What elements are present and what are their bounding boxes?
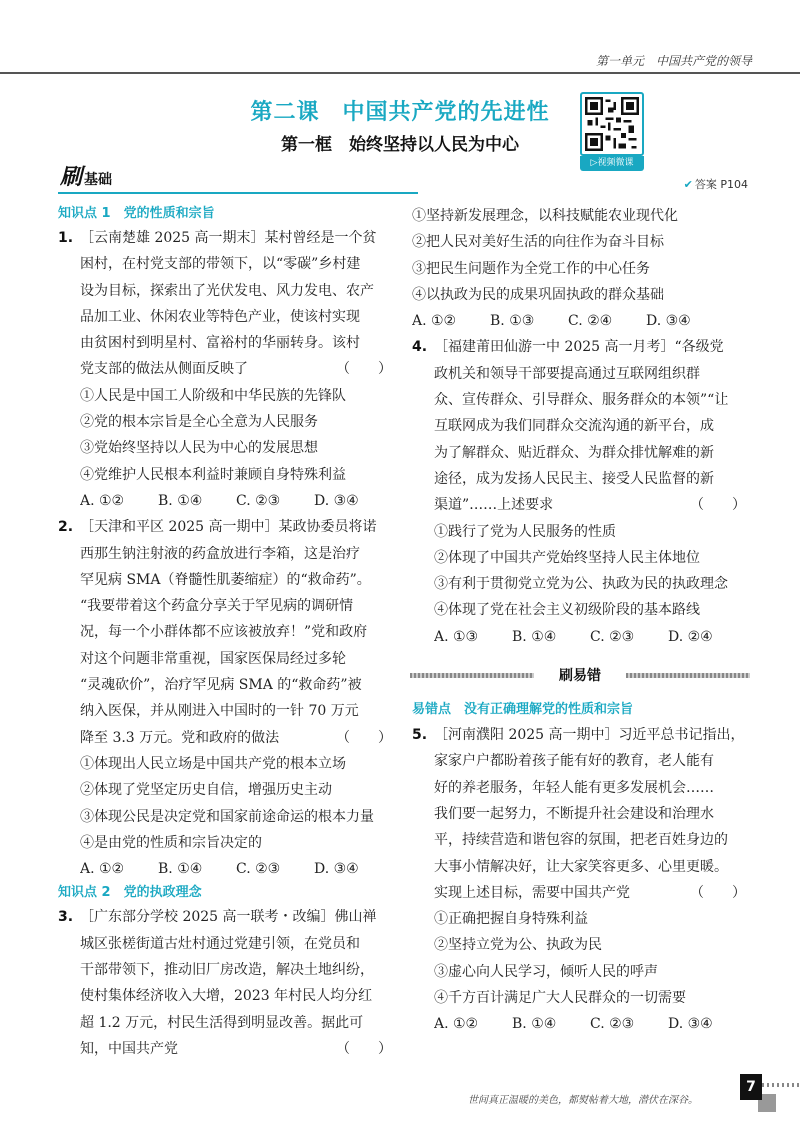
stem-line: “我要带着这个药盒分享关于罕见病的调研情 [80,598,354,615]
option-c[interactable]: C. ②③ [236,492,281,509]
statement: ②坚持立党为公、执政为民 [434,937,602,954]
left-column [58,203,398,1062]
option-d[interactable]: D. ③④ [314,492,359,509]
statement: ③把民生问题作为全党工作的中心任务 [412,260,650,277]
options-row [80,856,398,882]
option-c[interactable]: C. ②④ [568,313,613,330]
options-row [80,488,398,514]
question-1 [58,225,398,514]
stem-line: 纳入医保，并从刚进入中国时的一针 70 万元 [80,703,359,720]
stem-line: 为了解群众、贴近群众、为群众排忧解难的新 [434,444,714,461]
stem-line: 设为目标，探索出了光伏发电、风力发电、农产 [80,282,374,299]
statement: ②体现了中国共产党始终坚持人民主体地位 [434,549,700,566]
option-b[interactable]: B. ①④ [512,1016,557,1033]
option-d[interactable]: D. ③④ [314,861,359,878]
statement: ①坚持新发展理念，以科技赋能农业现代化 [412,208,678,224]
statement: ③虚心向人民学习，倾听人民的呼声 [434,963,658,980]
statement: ②党的根本宗旨是全心全意为人民服务 [80,414,318,431]
stem-line: 互联网成为我们同群众交流沟通的新平台，成 [434,418,714,435]
stem-line: ［广东部分学校 2025 高一联考・改编］佛山禅 [80,909,377,926]
stem-line: 我们要一起努力，不断提升社会建设和治理水 [434,805,714,822]
statement: ④以执政为民的成果巩固执政的群众基础 [412,286,664,303]
stem-line: 由贫困村到明星村、富裕村的华丽转身。该村 [80,335,360,352]
error-point-heading: 易错点 没有正确理解党的性质和宗旨 [412,702,634,718]
answer-blank[interactable]: （ ） [690,884,746,901]
question-5 [412,722,752,1038]
stem-line-last: 知，中国共产党 （ ） [80,1036,398,1062]
statement: ③体现公民是决定党和国家前途命运的根本力量 [80,808,374,825]
stem-line: 途径，成为发扬人民民主、接受人民监督的新 [434,470,714,487]
stem-line: 干部带领下，推动旧厂房改造，解决土地纠纷， [80,962,374,979]
option-c[interactable]: C. ②③ [590,1016,635,1033]
running-header: 第一单元 中国共产党的领导 [595,54,752,68]
error-section-divider [410,662,750,690]
check-icon: ✔ [683,178,693,191]
option-c[interactable]: C. ②③ [236,861,281,878]
question-3-continued [412,203,752,334]
stem-line: ［天津和平区 2025 高一期中］某政协委员将诺 [80,519,377,536]
statement: ④党维护人民根本利益时兼顾自身特殊利益 [80,466,346,483]
statement: ②把人民对美好生活的向往作为奋斗目标 [412,234,664,251]
answer-blank[interactable]: （ ） [690,497,746,514]
stem-line: 众、宣传群众、引导群众、服务群众的本领”“让 [434,392,729,409]
answer-blank[interactable]: （ ） [336,729,392,746]
statement: ①人民是中国工人阶级和中华民族的先锋队 [80,387,346,404]
statement: ④千方百计满足广大人民群众的一切需要 [434,990,686,1007]
question-number: 1. [58,230,74,246]
section-brand [60,163,112,191]
statement: ③党始终坚持以人民为中心的发展思想 [80,440,318,457]
knowledge-point-1: 知识点 1 党的性质和宗旨 [58,206,215,221]
option-b[interactable]: B. ①③ [490,313,535,330]
answer-blank[interactable]: （ ） [336,361,392,378]
stem-line: 罕见病 SMA（脊髓性肌萎缩症）的“救命药”。 [80,571,371,588]
statement: ②体现了党坚定历史自信，增强历史主动 [80,782,332,799]
right-column [412,203,752,1038]
lesson-subtitle: 第一框 始终坚持以人民为中心 [281,135,519,155]
stem-line: 家家户户都盼着孩子能有好的教育，老人能有 [434,753,714,770]
stem-line: ［河南濮阳 2025 高一期中］习近平总书记指出， [434,727,745,744]
stem-line: 况，每一个小群体都不应该被放弃！”党和政府 [80,624,368,641]
option-a[interactable]: A. ①③ [434,628,479,645]
answer-blank[interactable]: （ ） [336,1040,392,1057]
option-a[interactable]: A. ①② [412,313,457,330]
question-4 [412,334,752,650]
option-c[interactable]: C. ②③ [590,628,635,645]
options-row [434,1011,752,1037]
question-number: 3. [58,909,74,926]
option-b[interactable]: B. ①④ [158,861,203,878]
stem-line: 使村集体经济收入大增，2023 年村民人均分红 [80,988,373,1005]
stem-line-last: 渠道”……上述要求 （ ） [434,492,752,518]
section-brand-mark: 刷 [60,165,83,190]
statement: ③有利于贯彻党立党为公、执政为民的执政理念 [434,576,728,593]
option-d[interactable]: D. ②④ [668,628,713,645]
stem-line-last: 党支部的做法从侧面反映了 （ ） [80,356,398,382]
decorative-dots [762,1083,800,1087]
section-brand-label: 基础 [84,172,113,188]
stem-line: 对这个问题非常重视，国家医保局经过多轮 [80,650,346,667]
qr-code[interactable] [580,92,644,156]
options-row [434,624,752,650]
stem-line: 困村，在村党支部的带领下，以“零碳”乡村建 [80,256,361,273]
header-rule [0,72,800,74]
option-a[interactable]: A. ①② [80,492,125,509]
stem-line: 政机关和领导干部要提高通过互联网组织群 [434,365,700,382]
option-a[interactable]: A. ①② [80,861,125,878]
option-d[interactable]: D. ③④ [646,313,691,330]
stem-line: 城区张槎街道古灶村通过党建引领，在党员和 [80,935,360,952]
question-number: 2. [58,519,74,536]
question-number: 4. [412,339,428,356]
options-row [412,308,752,334]
stem-line-last: 实现上述目标，需要中国共产党 （ ） [434,880,752,906]
knowledge-point-2: 知识点 2 党的执政理念 [58,885,202,901]
stem-line: 好的养老服务，年轻人能有更多发展机会…… [434,779,714,796]
statement: ①体现出人民立场是中国共产党的根本立场 [80,755,346,772]
footer-quote: 世间真正温暖的美色，都熨帖着大地，潜伏在深谷。 [468,1095,698,1106]
statement: ①践行了党为人民服务的性质 [434,523,616,540]
qr-label: ▷视频微课 [580,156,644,171]
section-underline [58,192,418,194]
option-a[interactable]: A. ①② [434,1016,479,1033]
stem-line-last: 降至 3.3 万元。党和政府的做法 （ ） [80,725,398,751]
option-d[interactable]: D. ③④ [668,1016,713,1033]
statement: ④体现了党在社会主义初级阶段的基本路线 [434,602,700,619]
stem-line: ［福建莆田仙游一中 2025 高一月考］“各级党 [434,339,724,356]
stem-line: 超 1.2 万元，村民生活得到明显改善。据此可 [80,1014,364,1031]
question-2 [58,514,398,882]
stem-line: 平，持续营造和谐包容的氛围，把老百姓身边的 [434,832,728,849]
statement: ①正确把握自身特殊利益 [434,911,588,928]
stem-line: 大事小情解决好，让大家笑容更多、心里更暖。 [434,858,728,875]
stem-line: ［云南楚雄 2025 高一期末］某村曾经是一个贫 [80,230,377,246]
qr-code-icon [585,97,639,151]
page-number: 7 [740,1074,762,1100]
divider-label: 刷易错 [534,662,626,690]
stem-line: “灵魂砍价”，治疗罕见病 SMA 的“救命药”被 [80,677,362,694]
answer-reference: ✔ 答案 P104 [683,178,748,191]
stem-line: 品加工业、休闲农业等特色产业，使该村实现 [80,308,360,325]
stem-line: 西那生钠注射液的药盒放进行李箱，这是治疗 [80,545,360,562]
question-number: 5. [412,727,428,744]
option-b[interactable]: B. ①④ [512,628,557,645]
statement: ④是由党的性质和宗旨决定的 [80,834,262,851]
option-b[interactable]: B. ①④ [158,492,203,509]
question-3 [58,904,398,1062]
lesson-title: 第二课 中国共产党的先进性 [250,100,550,125]
